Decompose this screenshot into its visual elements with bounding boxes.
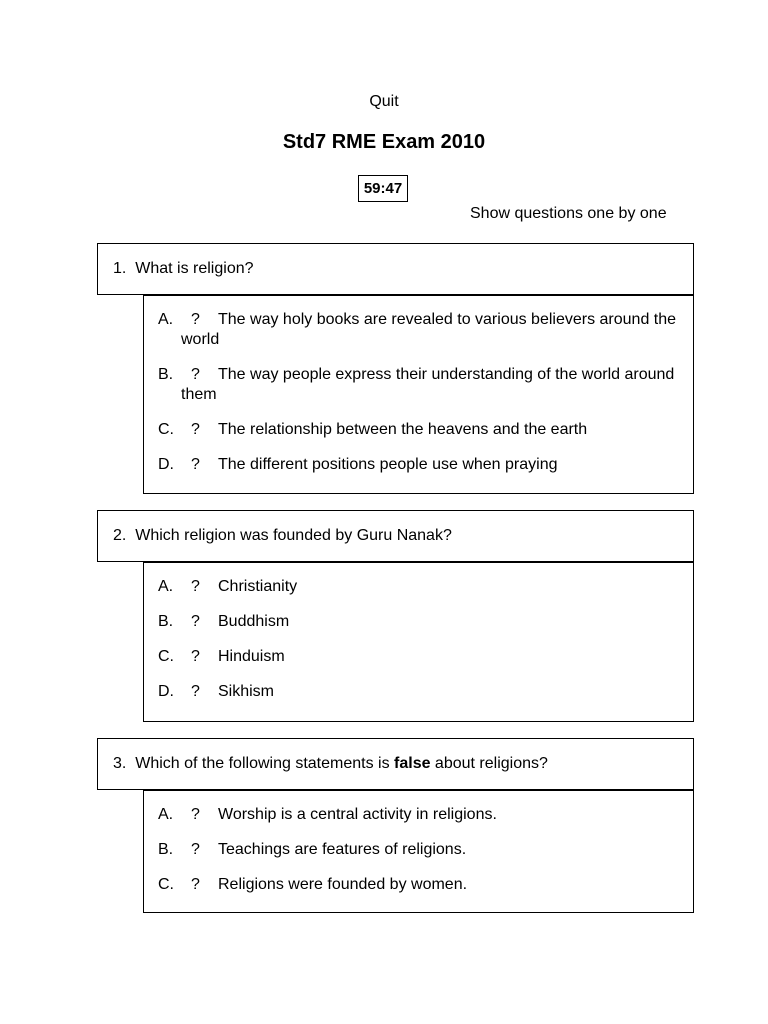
option-2a[interactable] — [158, 577, 679, 597]
quit-link[interactable]: Quit — [369, 93, 399, 110]
question-number: 2. — [113, 527, 127, 544]
page-title: Std7 RME Exam 2010 — [282, 131, 486, 153]
option-3a[interactable] — [158, 805, 679, 825]
question-number: 1. — [113, 260, 127, 277]
question-1 — [97, 243, 694, 295]
option-text: Christianity — [218, 578, 298, 595]
question-text — [135, 755, 548, 772]
option-3c[interactable] — [158, 875, 679, 895]
option-letter: D. — [158, 456, 174, 473]
option-letter: B. — [158, 613, 174, 630]
option-text: The way holy books are revealed to various believers around the world — [181, 311, 677, 348]
option-letter: A. — [158, 578, 174, 595]
option-letter: C. — [158, 648, 174, 665]
option-letter: A. — [158, 311, 174, 328]
option-1b[interactable] — [158, 365, 679, 405]
option-marker: ? — [191, 421, 200, 438]
option-text: Religions were founded by women. — [218, 876, 468, 893]
option-text: Worship is a central activity in religions. — [218, 806, 497, 823]
option-letter: C. — [158, 421, 174, 438]
question-text-start: Which of the following statements is — [135, 755, 395, 772]
question-text: What is religion? — [135, 260, 254, 277]
option-text: Hinduism — [218, 648, 285, 665]
option-letter: B. — [158, 841, 174, 858]
option-marker: ? — [191, 806, 200, 823]
option-marker: ? — [191, 456, 200, 473]
option-marker: ? — [191, 683, 200, 700]
question-number: 3. — [113, 755, 127, 772]
question-text-emphasis: false — [394, 755, 431, 772]
question-3 — [97, 738, 694, 790]
option-text: Buddhism — [218, 613, 290, 630]
option-1d[interactable] — [158, 455, 679, 475]
answer-options-2 — [143, 562, 694, 722]
option-marker: ? — [191, 648, 200, 665]
option-letter: C. — [158, 876, 174, 893]
option-marker: ? — [191, 841, 200, 858]
option-text: The different positions people use when praying — [218, 456, 558, 473]
option-letter: A. — [158, 806, 174, 823]
option-text: Sikhism — [218, 683, 275, 700]
question-text: Which religion was founded by Guru Nanak? — [135, 527, 452, 544]
option-1a[interactable] — [158, 310, 679, 350]
answer-options-3 — [143, 790, 694, 913]
countdown-timer: 59:47 — [358, 175, 408, 202]
option-text: Teachings are features of religions. — [218, 841, 467, 858]
option-marker: ? — [191, 876, 200, 893]
option-text: The way people express their understanding of the world around them — [181, 366, 675, 403]
option-1c[interactable] — [158, 420, 679, 440]
question-text-end: about religions? — [430, 755, 548, 772]
option-letter: D. — [158, 683, 174, 700]
option-marker: ? — [191, 578, 200, 595]
option-letter: B. — [158, 366, 174, 383]
option-marker: ? — [191, 366, 200, 383]
option-marker: ? — [191, 613, 200, 630]
show-questions-one-by-one-link[interactable]: Show questions one by one — [470, 205, 667, 222]
option-2d[interactable] — [158, 682, 679, 702]
question-2 — [97, 510, 694, 562]
option-3b[interactable] — [158, 840, 679, 860]
option-text: The relationship between the heavens and the earth — [218, 421, 588, 438]
answer-options-1 — [143, 295, 694, 494]
option-2c[interactable] — [158, 647, 679, 667]
option-marker: ? — [191, 311, 200, 328]
option-2b[interactable] — [158, 612, 679, 632]
